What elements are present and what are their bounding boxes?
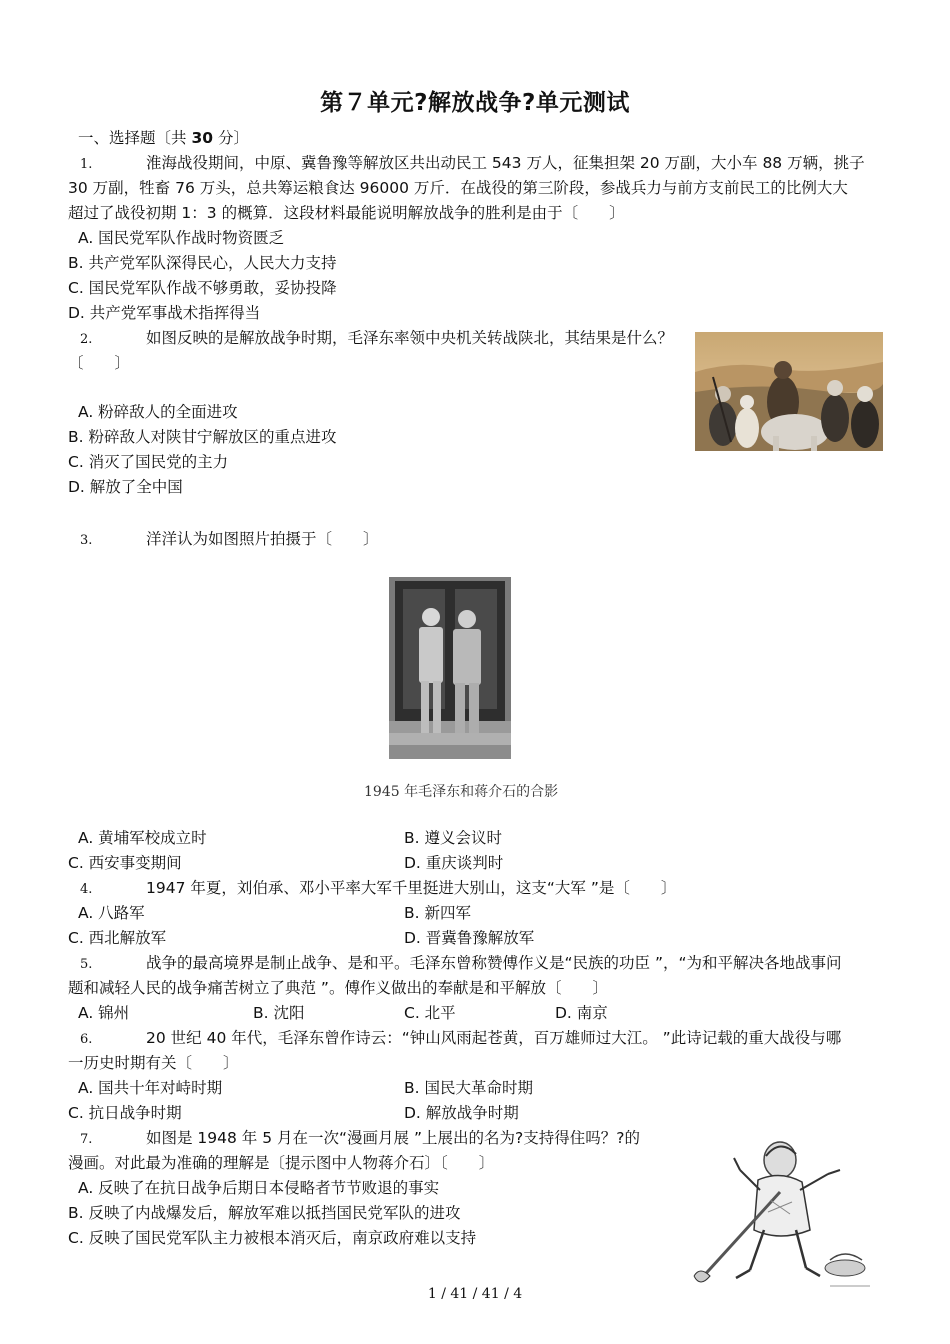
q3-line: [80, 527, 379, 553]
q7-option-a: A. 反映了在抗日战争后期日本侵略者节节败退的事实: [78, 1179, 440, 1197]
q4-option-a: A. 八路军: [78, 904, 145, 922]
q5-option-d: D. 南京: [555, 1004, 608, 1022]
q6-line-1: [80, 1026, 841, 1052]
q2-number: 2.: [80, 332, 93, 347]
q7-line-2: 漫画。对此最为准确的理解是〔提示图中人物蒋介石〕〔 〕: [68, 1154, 495, 1172]
q6-option-b: B. 国民大革命时期: [404, 1079, 533, 1097]
q5-option-c: C. 北平: [404, 1004, 456, 1022]
page-footer: 1 / 41 / 41 / 4: [427, 1286, 523, 1302]
q3-option-b: B. 遵义会议时: [404, 829, 502, 847]
q6-number: 6.: [80, 1032, 93, 1047]
q5-option-a: A. 锦州: [78, 1004, 130, 1022]
q4-text: 1947 年夏，刘伯承、邓小平率大军千里挺进大别山，这支“大军 ”是〔 〕: [146, 879, 677, 897]
q5-option-b: B. 沈阳: [253, 1004, 305, 1022]
horseback-photo-illustration: [695, 332, 883, 451]
q2-line-2: 〔 〕: [68, 354, 131, 372]
q4-number: 4.: [80, 882, 93, 897]
q1-text-1: 淮海战役期间，中原、冀鲁豫等解放区共出动民工 543 万人，征集担架 20 万副，大小车 88 万辆，挑子: [146, 154, 865, 172]
q1-option-d: D. 共产党军事战术指挥得当: [68, 304, 261, 322]
q3-option-c: C. 西安事变期间: [68, 854, 182, 872]
q1-line-3: 超过了战役初期 1：3 的概算．这段材料最能说明解放战争的胜利是由于〔 〕: [68, 204, 625, 222]
q4-option-d: D. 晋冀鲁豫解放军: [404, 929, 535, 947]
q6-option-c: C. 抗日战争时期: [68, 1104, 182, 1122]
cartoon-sketch: [680, 1130, 885, 1290]
q7-line-1: [80, 1126, 640, 1152]
q6-line-2: 一历史时期有关〔 〕: [68, 1054, 239, 1072]
q1-line-1: [80, 151, 865, 177]
long-march-photo: [695, 332, 883, 451]
q6-option-d: D. 解放战争时期: [404, 1104, 519, 1122]
q5-text-1: 战争的最高境界是制止战争、是和平。毛泽东曾称赞傅作义是“民族的功臣 ”，“为和平解决各地战事问: [146, 954, 842, 972]
q1-line-2: 30 万副，牲畜 76 万头，总共筹运粮食达 96000 万斤．在战役的第三阶段，参战兵力与前方支前民工的比例大大: [68, 179, 848, 197]
page-title: 第７单元?解放战争?单元测试: [320, 90, 630, 116]
q1-number: 1.: [80, 157, 93, 172]
q5-line-2: 题和减轻人民的战争痛苦树立了典范 ”。傅作义做出的奉献是和平解放〔 〕: [68, 979, 608, 997]
mao-chiang-photo: [389, 577, 511, 759]
q2-option-a: A. 粉碎敌人的全面进攻: [78, 403, 238, 421]
q2-option-d: D. 解放了全中国: [68, 478, 183, 496]
q5-number: 5.: [80, 957, 93, 972]
q6-text-1: 20 世纪 40 年代，毛泽东曾作诗云：“钟山风雨起苍黄，百万雄师过大江。 ”此诗记载的重大战役与哪: [146, 1029, 842, 1047]
q2-option-b: B. 粉碎敌人对陕甘宁解放区的重点进攻: [68, 428, 337, 446]
q3-photo-caption: 1945 年毛泽东和蒋介石的合影: [364, 784, 559, 800]
two-men-photo-illustration: [389, 577, 511, 759]
q7-text-1: 如图是 1948 年 5 月在一次“漫画月展 ”上展出的名为?支持得住吗？?的: [146, 1129, 640, 1147]
q3-option-a: A. 黄埔军校成立时: [78, 829, 207, 847]
section-prefix: 一、选择题〔共: [78, 129, 192, 147]
q4-option-c: C. 西北解放军: [68, 929, 167, 947]
cartoon-illustration: [680, 1130, 885, 1290]
q2-text-1: 如图反映的是解放战争时期，毛泽东率领中央机关转战陕北，其结果是什么？: [146, 329, 674, 347]
q2-line-1: [80, 326, 673, 352]
q3-number: 3.: [80, 533, 93, 548]
q1-option-b: B. 共产党军队深得民心，人民大力支持: [68, 254, 337, 272]
section-points: 30: [191, 129, 214, 147]
q7-option-b: B. 反映了内战爆发后，解放军难以抵挡国民党军队的进攻: [68, 1204, 461, 1222]
q5-line-1: [80, 951, 842, 977]
q1-option-c: C. 国民党军队作战不够勇敢，妥协投降: [68, 279, 337, 297]
q2-option-c: C. 消灭了国民党的主力: [68, 453, 229, 471]
q7-option-c: C. 反映了国民党军队主力被根本消灭后，南京政府难以支持: [68, 1229, 477, 1247]
q1-option-a: A. 国民党军队作战时物资匮乏: [78, 229, 285, 247]
q4-line: [80, 876, 676, 902]
q6-option-a: A. 国共十年对峙时期: [78, 1079, 223, 1097]
q3-option-d: D. 重庆谈判时: [404, 854, 504, 872]
q4-option-b: B. 新四军: [404, 904, 471, 922]
q3-text: 洋洋认为如图照片拍摄于〔 〕: [146, 530, 379, 548]
section-heading: [78, 126, 249, 151]
section-suffix: 分〕: [213, 129, 249, 147]
q7-number: 7.: [80, 1132, 93, 1147]
